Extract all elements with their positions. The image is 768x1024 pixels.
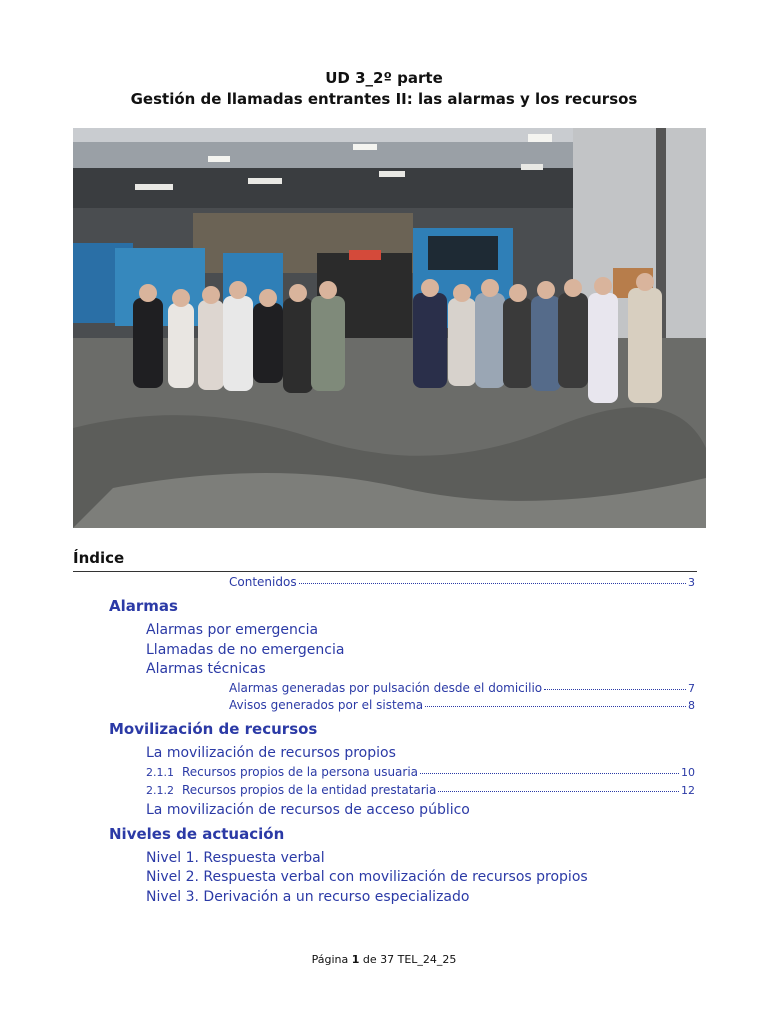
toc-entry-nivel-3[interactable]: Nivel 3. Derivación a un recurso especializado (146, 889, 470, 905)
toc-leader-dots (425, 706, 686, 707)
toc-entry-label: Contenidos (229, 575, 297, 589)
toc-divider (73, 571, 697, 572)
toc-entry-alarmas[interactable]: Alarmas (109, 597, 178, 615)
toc-leader-dots (438, 791, 679, 792)
group-photo (73, 128, 706, 528)
document-title-line1: UD 3_2º parte (325, 69, 443, 87)
toc-leader-dots (299, 583, 686, 584)
group-photo-illustration (73, 128, 706, 528)
toc-entry-number: 2.1.2 (146, 784, 174, 797)
toc-entry-page: 7 (688, 682, 695, 695)
footer-page-number: 1 (351, 953, 360, 966)
toc-entry-movilizacion[interactable]: Movilización de recursos (109, 720, 318, 738)
toc-entry-label: Recursos propios de la entidad prestataria (182, 783, 437, 797)
toc-entry-recursos-persona-usuaria[interactable] (146, 766, 695, 778)
toc-entry-label: Avisos generados por el sistema (229, 698, 424, 712)
toc-entry-avisos-sistema[interactable] (229, 699, 695, 711)
toc-entry-movilizacion-acceso-publico[interactable]: La movilización de recursos de acceso público (146, 802, 470, 818)
toc-entry-llamadas-no-emergencia[interactable]: Llamadas de no emergencia (146, 642, 345, 658)
document-title-line2: Gestión de llamadas entrantes II: las alarmas y los recursos (130, 90, 638, 108)
toc-entry-label: Recursos propios de la persona usuaria (182, 765, 419, 779)
toc-entry-number: 2.1.1 (146, 766, 174, 779)
toc-entry-alarmas-tecnicas[interactable]: Alarmas técnicas (146, 661, 266, 677)
footer-prefix: Página (311, 953, 352, 966)
toc-entry-alarmas-emergencia[interactable]: Alarmas por emergencia (146, 622, 319, 638)
toc-entry-nivel-2[interactable]: Nivel 2. Respuesta verbal con movilización de recursos propios (146, 869, 588, 885)
toc-entry-page: 3 (688, 576, 695, 589)
toc-heading: Índice (73, 549, 125, 567)
toc-entry-page: 8 (688, 699, 695, 712)
toc-entry-alarmas-pulsacion[interactable] (229, 682, 695, 694)
toc-entry-movilizacion-propios[interactable]: La movilización de recursos propios (146, 745, 396, 761)
toc-entry-nivel-1[interactable]: Nivel 1. Respuesta verbal (146, 850, 325, 866)
toc-leader-dots (544, 689, 686, 690)
footer-code: TEL_24_25 (397, 953, 457, 966)
toc-entry-page: 12 (681, 784, 695, 797)
toc-entry-contenidos[interactable] (229, 576, 695, 588)
toc-entry-niveles-actuacion[interactable]: Niveles de actuación (109, 825, 285, 843)
toc-leader-dots (420, 773, 679, 774)
toc-entry-recursos-entidad-prestataria[interactable] (146, 784, 695, 796)
footer-total: de 37 (359, 953, 398, 966)
page-footer (0, 953, 768, 966)
toc-entry-page: 10 (681, 766, 695, 779)
toc-entry-label: Alarmas generadas por pulsación desde el domicilio (229, 681, 543, 695)
